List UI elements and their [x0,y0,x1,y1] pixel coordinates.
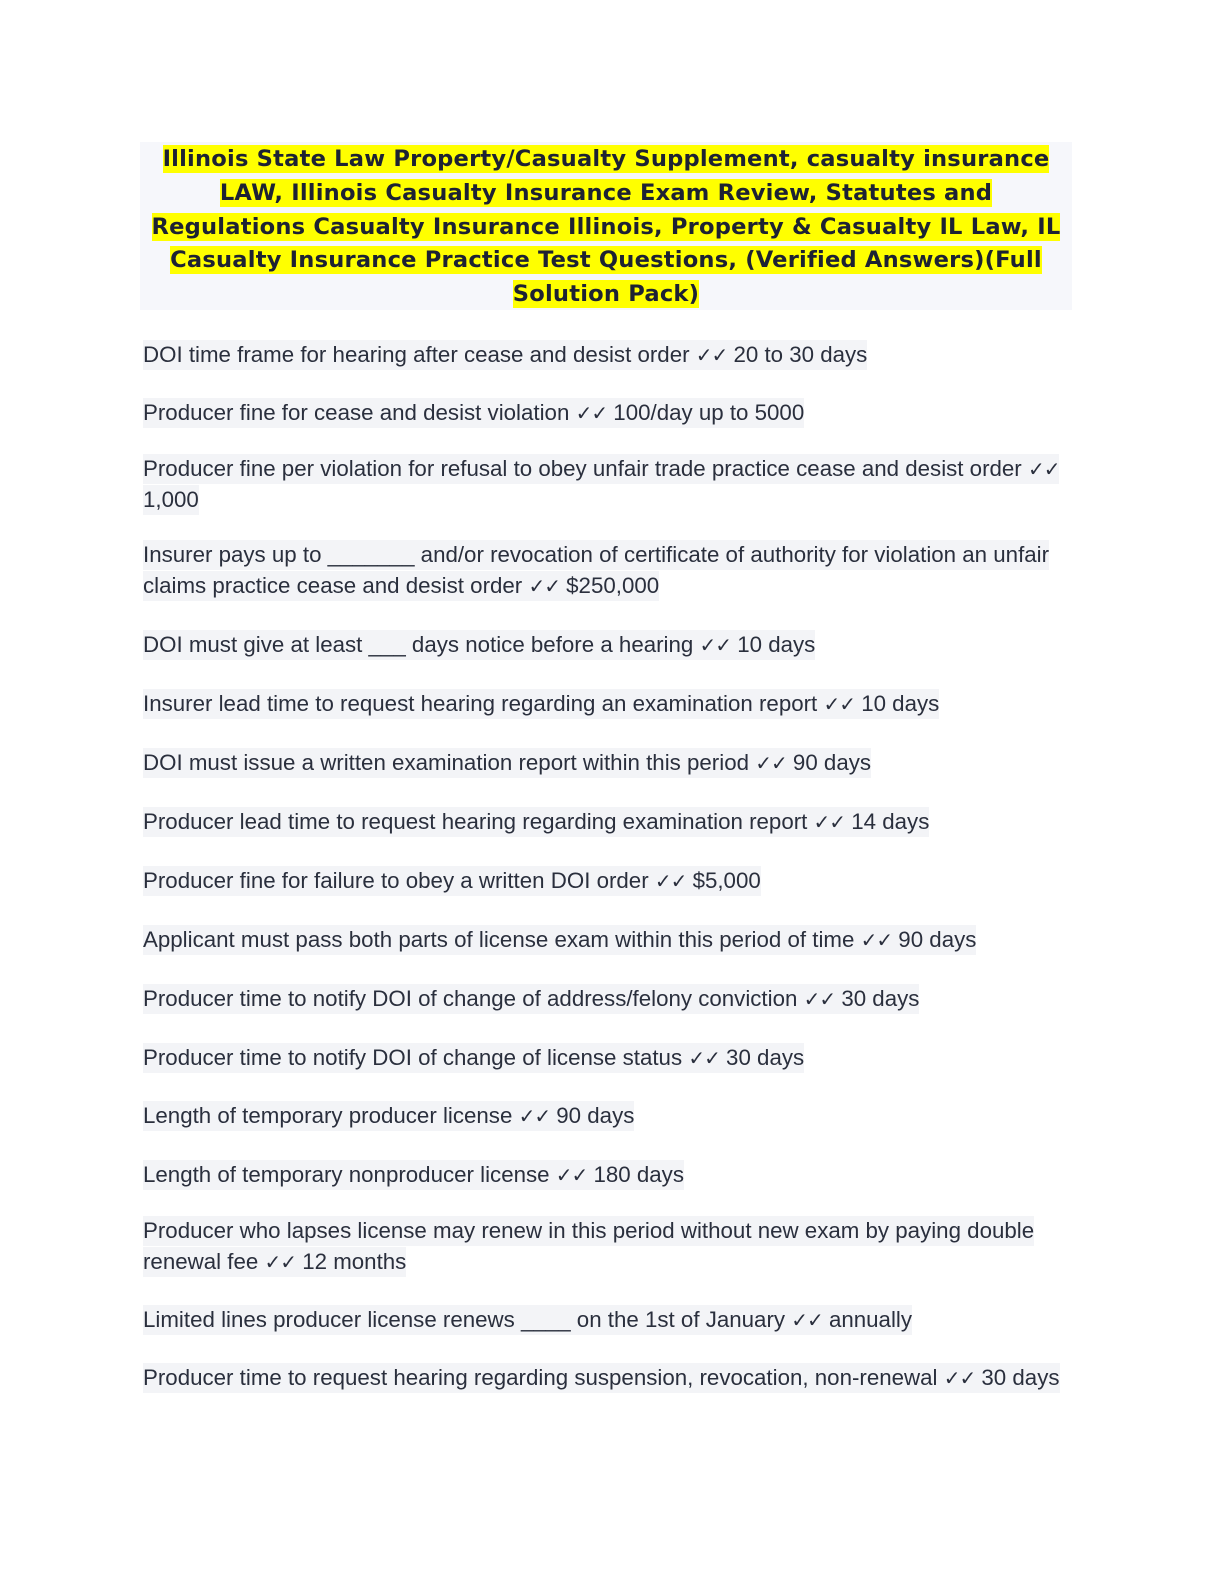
question-text: Producer fine for cease and desist violation [143,400,570,425]
qa-text [143,1101,634,1131]
question-text: DOI time frame for hearing after cease and desist order [143,342,690,367]
question-text: Length of temporary nonproducer license [143,1162,550,1187]
question-text: Producer time to request hearing regarding suspension, revocation, non-renewal [143,1365,938,1390]
list-item [143,748,1078,779]
check-mark-icon: ✓✓ [695,343,728,367]
list-item [143,1160,1078,1191]
check-mark-icon: ✓✓ [791,1308,823,1332]
check-mark-icon: ✓✓ [823,692,855,716]
qa-text [143,340,867,370]
list-item [143,689,1078,720]
answer-text: 20 to 30 days [733,342,868,367]
answer-text: 90 days [898,927,977,952]
question-text: Producer time to notify DOI of change of address/felony conviction [143,986,798,1011]
check-mark-icon: ✓✓ [699,633,732,657]
question-text: Producer who lapses license may renew in this period without new exam by paying double renewal fee [143,1218,1035,1274]
qa-text [143,1305,912,1335]
list-item [143,340,1078,371]
list-item [143,540,1078,601]
qa-text [143,1216,1034,1277]
qa-text [143,925,976,955]
check-mark-icon: ✓✓ [575,401,608,425]
list-item [143,1364,1078,1393]
check-mark-icon: ✓✓ [755,751,787,775]
question-text: DOI must issue a written examination report within this period [143,750,749,775]
answer-text: 90 days [556,1103,635,1128]
list-item [143,1043,1078,1074]
answer-text: annually [828,1307,913,1332]
qa-text [143,454,1059,515]
list-item [143,1305,1078,1336]
question-text: Applicant must pass both parts of license exam within this period of time [143,927,855,952]
list-item [143,807,1078,838]
document-title-block [140,142,1072,310]
answer-text: 90 days [792,750,872,775]
answer-text: 100/day up to 5000 [613,400,805,425]
qa-text [143,1160,684,1190]
check-mark-icon: ✓✓ [1027,457,1060,481]
list-item [143,1216,1078,1277]
question-text: Limited lines producer license renews ____ on the 1st of January [143,1307,786,1332]
question-text: Insurer pays up to _______ and/or revocation of certificate of authority for violation an unfair claims practice cease and desist order [143,542,1050,598]
check-mark-icon: ✓✓ [654,869,687,893]
question-text: Producer fine for failure to obey a written DOI order [143,868,649,893]
list-item [143,630,1078,661]
qa-text [143,807,929,837]
answer-text: 14 days [851,809,930,834]
qa-text [143,630,815,660]
check-mark-icon: ✓✓ [803,987,836,1011]
answer-text: 30 days [841,986,920,1011]
question-text: Length of temporary producer license [143,1103,513,1128]
answer-text: 180 days [593,1162,684,1187]
qa-text [143,1043,804,1073]
answer-text: $250,000 [566,572,660,598]
check-mark-icon: ✓✓ [528,573,560,598]
document-title [140,143,1072,312]
list-item [143,1101,1078,1132]
qa-text [143,866,761,896]
answer-text: 30 days [981,1365,1060,1390]
check-mark-icon: ✓✓ [688,1046,720,1070]
document-title-highlight: Illinois State Law Property/Casualty Supplement, casualty insurance LAW, Illinois Casualty Insurance Exam Review, Statutes and Regulations Casualty Insurance Illinois, Property & Casualty IL Law, IL Casualty Insurance Practice Test Questions, (Verified Answers)(Full Solution Pack) [151,146,1061,308]
check-mark-icon: ✓✓ [943,1366,976,1390]
list-item [143,398,1078,429]
question-text: Producer fine per violation for refusal to obey unfair trade practice cease and desist order [143,456,1022,481]
qa-text [143,748,871,778]
check-mark-icon: ✓✓ [860,928,893,952]
question-text: DOI must give at least ___ days notice before a hearing [143,632,694,657]
answer-text: 10 days [737,632,816,657]
answer-text: 12 months [302,1248,407,1274]
list-item [143,984,1078,1015]
question-text: Producer lead time to request hearing regarding examination report [143,809,808,834]
answer-text: $5,000 [692,868,761,893]
list-item [143,925,1078,956]
check-mark-icon: ✓✓ [813,810,846,834]
check-mark-icon: ✓✓ [518,1104,551,1128]
question-text: Insurer lead time to request hearing regarding an examination report [143,691,818,716]
answer-text: 10 days [861,691,940,716]
list-item [143,866,1078,897]
check-mark-icon: ✓✓ [555,1163,588,1187]
check-mark-icon: ✓✓ [264,1249,296,1274]
question-text: Producer time to notify DOI of change of license status [143,1045,683,1070]
qa-text [143,689,939,719]
list-item [143,454,1078,515]
qa-text [143,540,1049,601]
qa-text [143,398,804,428]
qa-text [143,1363,1060,1393]
qa-text [143,984,919,1014]
answer-text: 30 days [726,1045,805,1070]
answer-text: 1,000 [143,486,199,512]
